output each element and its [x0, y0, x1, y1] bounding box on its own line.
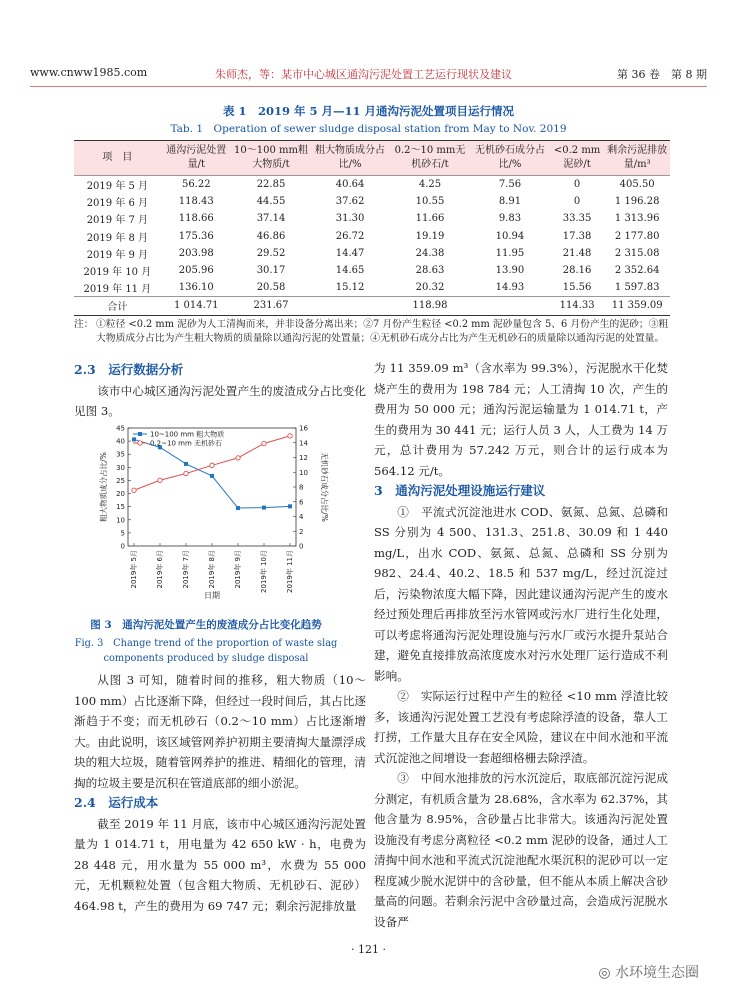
- table-cell: 14.93: [495, 282, 525, 294]
- table-cell: 2019 年 10 月: [83, 267, 152, 279]
- table-cell: 15.12: [335, 282, 365, 294]
- data-point: [132, 437, 136, 441]
- table-cell: 46.86: [256, 230, 286, 242]
- paragraph: ③ 中间水池排放的污水沉淀后，取底部沉淀污泥成分测定，有机质含量为 28.68%，含水率为 62.37%，其他含量为 8.95%，含砂量占比非常大。该通沟污泥处置设施没有考虑分离粒径 <0.2 mm 泥砂的设备，通过人工清掏中间水池和平流式沉淀池配水渠沉积的泥砂可以一定程度减少脱水泥饼中的含砂量，但不能从本质上解决含砂量高的问题。若剩余污泥中含砂量过高，会造成污泥脱水设备严: [374, 771, 668, 929]
- data-point: [210, 474, 214, 478]
- x-tick-label: 2019年 8月: [208, 550, 216, 589]
- table-total-cell: 231.67: [232, 297, 310, 315]
- y-right-tick-label: 10: [299, 468, 308, 477]
- table-total-cell: 11 359.09: [604, 297, 670, 315]
- table-cell: 11.95: [495, 247, 525, 259]
- table-total-cell: [470, 297, 550, 315]
- table-row: [74, 176, 670, 194]
- table-cell: 31.30: [335, 213, 365, 225]
- table-cell: 2019 年 11 月: [83, 284, 152, 296]
- legend-label: 0.2~10 mm 无机砂石: [150, 439, 222, 448]
- table-note-label: 注：: [74, 319, 94, 330]
- paragraph: 该市中心城区通沟污泥处置产生的废渣成分占比变化见图 3。: [74, 383, 366, 418]
- paragraph: 为 11 359.09 m³（含水率为 99.3%），污泥脱水干化焚烧产生的费用为 198 784 元；人工清掏 10 次，产生的费用为 50 000 元；通沟污泥运输量为 1 014.71 t，产生的费用为 30 441 元；运行人员 3 人，人工费为 14 万元，总计费用为 57.242 万元，则合计的运行成本为 564.12 元/t。: [374, 361, 668, 478]
- y-left-tick-label: 0: [120, 542, 125, 551]
- y-left-tick-label: 20: [116, 490, 125, 499]
- figure-caption-cn: 图 3 通沟污泥处置产生的废渣成分占比变化趋势: [90, 619, 322, 631]
- table-cell: 20.58: [256, 282, 286, 294]
- table-row: [74, 245, 670, 262]
- table-cell: 205.96: [178, 265, 214, 277]
- y-right-tick-label: 14: [299, 439, 308, 448]
- table-cell: 14.47: [335, 247, 365, 259]
- legend-marker: [138, 441, 142, 445]
- table-cell: 9.83: [498, 213, 522, 225]
- y-right-tick-label: 6: [299, 498, 304, 507]
- data-point: [210, 463, 214, 467]
- table-header: 剩余污泥排放量/m³: [604, 141, 670, 176]
- y-left-tick-label: 30: [116, 463, 125, 472]
- table-header: 0.2～10 mm无机砂石/t: [390, 141, 470, 176]
- table-cell: 7.56: [498, 179, 522, 191]
- y-right-tick-label: 2: [299, 527, 304, 536]
- table-cell: 4.25: [418, 179, 442, 191]
- watermark-text: 水环境生态圈: [615, 965, 699, 981]
- y-right-tick-label: 8: [299, 483, 304, 492]
- right-column: [374, 358, 668, 932]
- table-row: [74, 210, 670, 227]
- table-total-cell: 114.33: [550, 297, 605, 315]
- y-left-tick-label: 35: [116, 450, 125, 459]
- section-heading-3: 3 通沟污泥处理设施运行建议: [374, 483, 546, 498]
- data-point: [262, 441, 266, 445]
- figure-caption-en-line2: components produced by sludge disposal: [103, 653, 309, 664]
- x-tick-label: 2019年 11月: [286, 550, 294, 593]
- paragraph: ② 实际运行过程中产生的粒径 <10 mm 浮渣比较多，该通沟污泥处置工艺没有考虑除浮渣的设备，靠人工打捞，工作量大且存在安全风险，建议在中间水池和平流式沉淀池之间增设一套超细格栅去除浮渣。: [374, 689, 668, 765]
- table-cell: 21.48: [562, 247, 592, 259]
- left-column-top: [74, 360, 366, 422]
- table-header-row: [74, 141, 670, 176]
- data-point: [132, 488, 136, 492]
- table-cell: 14.65: [335, 265, 365, 277]
- y-right-axis-label: 无机砂石成分占比/%: [320, 452, 329, 522]
- table-total-cell: 1 014.71: [161, 297, 232, 315]
- table-note-text: ①粒径 <0.2 mm 泥砂为人工清掏而来，并非设备分离出来；②7 月份产生粒径 <0.2 mm 泥砂量包含 5、6 月份产生的泥砂；③粗大物质成分占比为产生粗大物质的质量除以通沟污泥的处置量；④无机砂石成分占比为产生无机砂石的质量除以通沟污泥的处置量。: [96, 319, 669, 344]
- wechat-icon: ◎: [598, 965, 615, 981]
- table-cell: 2019 年 7 月: [86, 215, 149, 227]
- table-header: 通沟污泥处置量/t: [161, 141, 232, 176]
- table-cell: 30.17: [256, 265, 286, 277]
- table-cell: 136.10: [178, 282, 214, 294]
- table-cell: 2 315.08: [614, 247, 660, 259]
- table-cell: 405.50: [619, 179, 655, 191]
- table-cell: 40.64: [335, 179, 365, 191]
- table-cell: 29.52: [256, 247, 286, 259]
- paragraph: ① 平流式沉淀池进水 COD、氨氮、总氮、总磷和 SS 分别为 4 500、131.3、251.8、30.09 和 1 440 mg/L，出水 COD、氨氮、总氮、总磷和 SS 分别为 982、24.4、40.2、18.5 和 537 mg/L，经过沉淀过后，污染物浓度大幅下降，因此建议通沟污泥产生的废水经过预处理后再排放至污水管网或污水厂进行生化处理，可以考虑将通沟污泥处理设施与污水厂或污水提升泵站合建，避免直接排放高浓度废水对污水处理厂运行造成不利影响。: [374, 504, 668, 683]
- table-cell: 28.63: [415, 265, 445, 277]
- operation-table: [74, 140, 670, 316]
- table-header: <0.2 mm泥砂/t: [550, 141, 605, 176]
- table-cell: 10.55: [415, 196, 445, 208]
- table-cell: 26.72: [335, 230, 365, 242]
- data-point: [236, 456, 240, 460]
- table-caption-en: Tab. 1 Operation of sewer sludge disposal station from May to Nov. 2019: [170, 123, 567, 135]
- table-cell: 1 196.28: [614, 196, 660, 208]
- table-cell: 2019 年 5 月: [86, 181, 149, 193]
- table-cell: 2019 年 6 月: [86, 198, 149, 210]
- table-cell: 175.36: [178, 230, 214, 242]
- table-cell: 20.32: [415, 282, 445, 294]
- section-heading-2-4: 2.4 运行成本: [74, 795, 159, 810]
- header-website: www.cnww1985.com: [30, 66, 148, 79]
- y-left-tick-label: 45: [116, 424, 125, 433]
- table-note: [74, 318, 670, 346]
- table-cell: 118.43: [178, 196, 214, 208]
- table-cell: 0: [573, 179, 581, 191]
- x-tick-label: 2019年 5月: [130, 550, 138, 589]
- paragraph: 从图 3 可知，随着时间的推移，粗大物质（10～100 mm）占比逐渐下降，但经过一段时间后，其占比逐渐趋于不变；而无机砂石（0.2～10 mm）占比逐渐增大。由此说明，该区域管网养护初期主要清掏大量漂浮成块的粗大垃圾，随着管网养护的推进、精细化的管理，清掏的垃圾主要是沉积在管道底部的细小淤泥。: [74, 673, 366, 790]
- table-cell: 11.66: [415, 213, 445, 225]
- table-cell: 37.62: [335, 196, 365, 208]
- y-left-tick-label: 10: [116, 516, 125, 525]
- y-left-tick-label: 5: [120, 529, 125, 538]
- y-left-tick-label: 25: [116, 476, 125, 485]
- series-line: [134, 439, 290, 508]
- header-volume: 第 36 卷 第 8 期: [617, 68, 707, 81]
- data-point: [184, 471, 188, 475]
- table-cell: 28.16: [562, 265, 592, 277]
- figure-caption-en-line1: Fig. 3 Change trend of the proportion of waste slag: [74, 638, 338, 649]
- table-header: 无机砂石成分占比/%: [470, 141, 550, 176]
- table-cell: 2019 年 8 月: [86, 232, 149, 244]
- y-right-tick-label: 12: [299, 454, 308, 462]
- y-right-tick-label: 4: [299, 513, 304, 521]
- table-cell: 24.38: [415, 247, 445, 259]
- running-header: [30, 66, 707, 86]
- table-cell: 1 597.83: [614, 282, 660, 294]
- table-cell: 1 313.96: [614, 213, 660, 225]
- x-tick-label: 2019年 9月: [234, 550, 242, 589]
- table-cell: 19.19: [415, 230, 445, 242]
- watermark: [598, 962, 699, 982]
- table-total-cell: 合计: [74, 297, 161, 315]
- table-row: [74, 279, 670, 297]
- y-right-tick-label: 16: [299, 424, 308, 433]
- table-row: [74, 228, 670, 245]
- table-cell: 10.94: [495, 230, 525, 242]
- header-rule: [30, 86, 707, 87]
- table-row: [74, 262, 670, 279]
- table-cell: 0: [573, 196, 581, 208]
- table-header: 10～100 mm粗大物质/t: [232, 141, 310, 176]
- x-tick-label: 2019年 6月: [156, 550, 164, 589]
- table-header: 项 目: [74, 141, 161, 176]
- table-row: [74, 193, 670, 210]
- y-left-axis-label: 粗大物质成分占比/%: [99, 452, 108, 522]
- x-axis-label: 日期: [204, 591, 220, 600]
- paragraph: 截至 2019 年 11 月底，该市中心城区通沟污泥处置量为 1 014.71 t，用电量为 42 650 kW · h，电费为 28 448 元，用水量为 55 000 m³，水费为 55 000 元，无机颗粒处置（包含粗大物质、无机砂石、泥砂）464.98 t，产生的费用为 69 747 元；剩余污泥排放量: [74, 816, 366, 913]
- data-point: [158, 478, 162, 482]
- legend-label: 10~100 mm 粗大物质: [150, 430, 225, 439]
- table-caption-cn: 表 1 2019 年 5 月—11 月通沟污泥处置项目运行情况: [222, 104, 515, 118]
- legend-marker: [138, 432, 142, 436]
- table-cell: 13.90: [495, 265, 525, 277]
- data-point: [262, 506, 266, 510]
- x-tick-label: 2019年 10月: [260, 550, 268, 593]
- y-right-tick-label: 0: [299, 542, 304, 551]
- x-tick-label: 2019年 7月: [182, 550, 190, 589]
- table-cell: 15.56: [562, 282, 592, 294]
- page-number: · 121 ·: [351, 943, 386, 956]
- table-cell: 17.38: [562, 230, 592, 242]
- table-total-cell: [310, 297, 390, 315]
- table-cell: 33.35: [562, 213, 592, 225]
- table-header: 粗大物质成分占比/%: [310, 141, 390, 176]
- table-total-cell: 118.98: [390, 297, 470, 315]
- left-column-bottom: [74, 670, 366, 916]
- table-cell: 37.14: [256, 213, 286, 225]
- table-cell: 8.91: [498, 196, 522, 208]
- figure-3-chart: [96, 420, 328, 600]
- table-cell: 2 352.64: [614, 265, 660, 277]
- table-cell: 2019 年 9 月: [86, 249, 149, 261]
- table-cell: 2 177.80: [614, 230, 660, 242]
- data-point: [184, 462, 188, 466]
- y-left-tick-label: 40: [116, 437, 125, 446]
- table-cell: 44.55: [256, 196, 286, 208]
- table-cell: 203.98: [178, 247, 214, 259]
- data-point: [236, 506, 240, 510]
- y-left-tick-label: 15: [116, 503, 125, 512]
- header-article-title: 朱师杰，等：某市中心城区通沟污泥处置工艺运行现状及建议: [215, 68, 512, 81]
- table-total-row: [74, 297, 670, 315]
- data-point: [288, 434, 292, 438]
- section-heading-2-3: 2.3 运行数据分析: [74, 362, 184, 377]
- figure-caption-en: [66, 636, 346, 666]
- table-cell: 22.85: [256, 179, 286, 191]
- data-point: [288, 504, 292, 508]
- table-cell: 56.22: [181, 179, 211, 191]
- table-cell: 118.66: [178, 213, 214, 225]
